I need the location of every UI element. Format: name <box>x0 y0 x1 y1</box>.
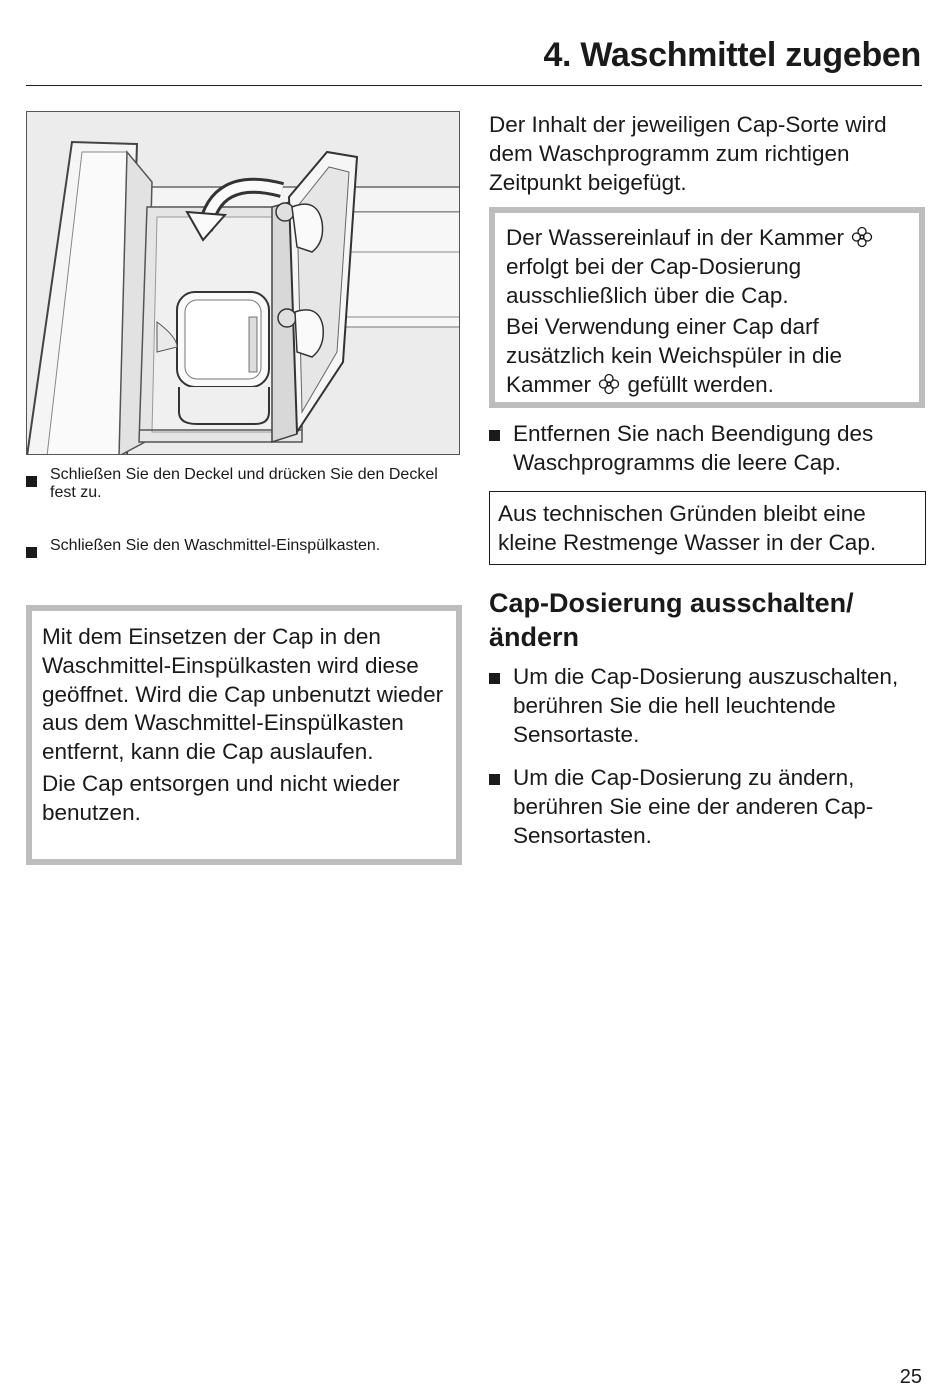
flower-softener-icon <box>598 373 620 395</box>
detergent-drawer-cap-illustration <box>27 112 460 455</box>
bullet-square-icon <box>489 430 500 441</box>
step-remove-cap: Entfernen Sie nach Beendigung des Waschprogramms die leere Cap. <box>489 420 927 478</box>
intro-paragraph: Der Inhalt der jeweiligen Cap-Sorte wird dem Waschprogramm zum richtigen Zeitpunkt beigefügt. <box>489 112 887 195</box>
note-box <box>489 207 925 408</box>
note-paragraph-1: Der Wassereinlauf in der Kammer erfolgt bei der Cap-Dosierung ausschließlich über die Cap. <box>506 224 909 310</box>
note-paragraph-2: Bei Verwendung einer Cap darf zusätzlich kein Weichspüler in die Kammer gefüllt werden. <box>506 314 842 397</box>
detergent-drawer-figure <box>26 111 460 455</box>
page-title: 4. Waschmittel zugeben <box>543 36 921 74</box>
info-box: Aus technischen Gründen bleibt eine kleine Restmenge Wasser in der Cap. <box>489 491 926 565</box>
bullet-square-icon <box>489 774 500 785</box>
step-close-drawer: Schließen Sie den Waschmittel-Einspülkasten. <box>26 537 462 558</box>
step-disable-cap: Um die Cap-Dosierung auszuschalten, berühren Sie die hell leuchtende Sensortaste. <box>489 663 927 749</box>
bullet-square-icon <box>489 673 500 684</box>
flower-softener-icon <box>851 226 873 248</box>
section-heading: Cap-Dosierung ausschalten/ ändern <box>489 588 854 652</box>
step-close-lid: Schließen Sie den Deckel und drücken Sie den Deckel fest zu. <box>26 466 462 502</box>
bullet-square-icon <box>26 476 37 487</box>
step-change-cap: Um die Cap-Dosierung zu ändern, berühren Sie eine der anderen Cap-Sensortasten. <box>489 764 927 850</box>
header-divider <box>26 85 922 86</box>
warning-box: Mit dem Einsetzen der Cap in den Waschmittel-Einspülkasten wird diese geöffnet. Wird die Cap unbenutzt wieder aus dem Waschmittel-Einspülkasten entfernt, kann die Cap auslaufen. Die Cap entsorgen und nicht wieder benutzen. <box>26 605 462 865</box>
bullet-square-icon <box>26 547 37 558</box>
page-number: 25 <box>899 1366 922 1388</box>
